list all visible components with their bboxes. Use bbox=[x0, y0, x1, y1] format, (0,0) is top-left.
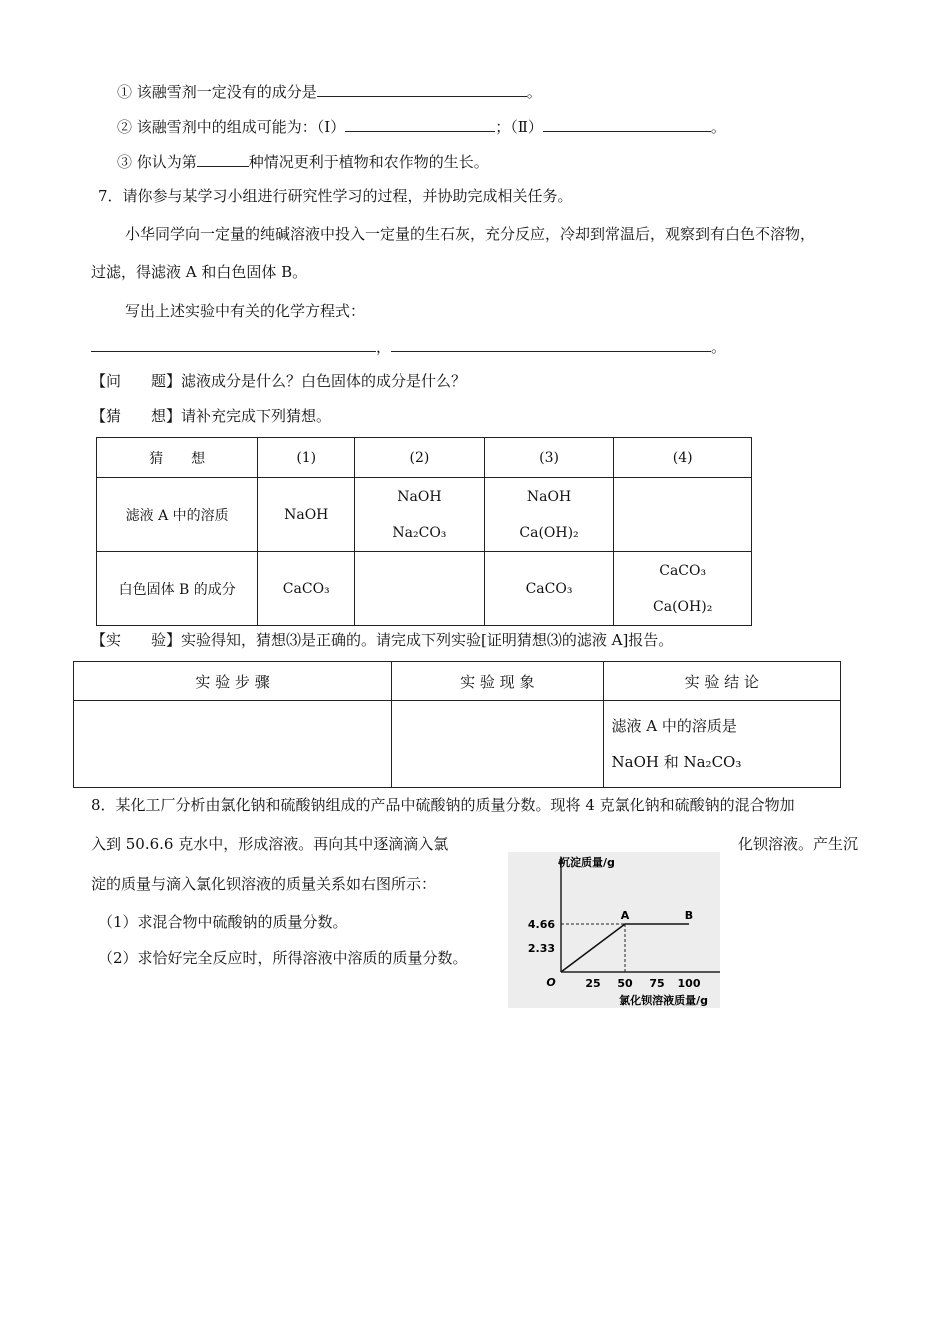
table-cell: NaOH Ca(OH)₂ bbox=[484, 478, 614, 552]
q7-equation-line: ， 。 bbox=[91, 335, 726, 357]
answer-blank[interactable] bbox=[197, 150, 249, 167]
y-axis-label: 沉淀质量/g bbox=[559, 856, 615, 869]
q7-guess: 【猜 想】请补充完成下列猜想。 bbox=[91, 407, 332, 425]
table-cell: CaCO₃ Ca(OH)₂ bbox=[614, 552, 752, 626]
q7-intro: 7．请你参与某学习小组进行研究性学习的过程，并协助完成相关任务。 bbox=[98, 187, 573, 205]
q6-line3: ③ 你认为第 种情况更利于植物和农作物的生长。 bbox=[117, 150, 489, 172]
x-tick-label: 50 bbox=[617, 977, 633, 990]
table-header: 实 验 步 骤 bbox=[74, 662, 392, 701]
q7-para2: 过滤，得滤液 A 和白色固体 B。 bbox=[91, 263, 308, 281]
precipitate-chart bbox=[508, 852, 720, 1008]
x-tick-label: 100 bbox=[677, 977, 701, 990]
q8-line1: 8．某化工厂分析由氯化钠和硫酸钠组成的产品中硫酸钠的质量分数。现将 4 克氯化钠和硫酸钠的混合物加 bbox=[91, 796, 795, 814]
chart-svg bbox=[508, 852, 720, 1008]
q7-experiment: 【实 验】实验得知，猜想⑶是正确的。请完成下列实验[证明猜想⑶的滤液 A]报告。 bbox=[91, 631, 674, 649]
table-cell-empty[interactable] bbox=[614, 478, 752, 552]
x-tick-label: 75 bbox=[649, 977, 665, 990]
equation-blank[interactable] bbox=[391, 335, 711, 352]
row-label: 滤液 A 中的溶质 bbox=[97, 478, 258, 552]
experiment-steps-cell[interactable] bbox=[74, 701, 392, 788]
table-header: (3) bbox=[484, 438, 614, 478]
q8-line2a: 入到 50.6.6 克水中，形成溶液。再向其中逐滴滴入氯 bbox=[91, 835, 449, 853]
row-label: 白色固体 B 的成分 bbox=[97, 552, 258, 626]
experiment-table bbox=[73, 661, 841, 788]
answer-blank[interactable] bbox=[317, 80, 527, 97]
q6-line2: ② 该融雪剂中的组成可能为：（Ⅰ） ；（Ⅱ） 。 bbox=[117, 115, 726, 137]
answer-blank[interactable] bbox=[345, 115, 495, 132]
table-cell: CaCO₃ bbox=[484, 552, 614, 626]
x-axis-label: 氯化钡溶液质量/g bbox=[619, 994, 708, 1007]
q8-line2b: 化钡溶液。产生沉 bbox=[738, 835, 859, 853]
experiment-phenomenon-cell[interactable] bbox=[392, 701, 603, 788]
point-label: A bbox=[620, 909, 630, 923]
table-header: 实 验 结 论 bbox=[603, 662, 841, 701]
point-label: O bbox=[546, 976, 556, 989]
y-tick-label: 2.33 bbox=[527, 942, 555, 956]
x-tick-label: 25 bbox=[585, 977, 601, 990]
table-cell: NaOH Na₂CO₃ bbox=[355, 478, 485, 552]
q7-para1: 小华同学向一定量的纯碱溶液中投入一定量的生石灰，充分反应，冷却到常温后，观察到有白色不溶物， bbox=[125, 225, 816, 243]
y-tick-label: 4.66 bbox=[527, 918, 555, 932]
table-cell: NaOH bbox=[258, 478, 355, 552]
table-header: 猜 想 bbox=[97, 438, 258, 478]
point-label: B bbox=[684, 909, 694, 923]
q7-para3: 写出上述实验中有关的化学方程式： bbox=[125, 302, 366, 320]
q8-line3: 淀的质量与滴入氯化钡溶液的质量关系如右图所示： bbox=[91, 875, 437, 893]
q7-question: 【问 题】滤液成分是什么？白色固体的成分是什么？ bbox=[91, 372, 467, 390]
table-header: (2) bbox=[355, 438, 485, 478]
table-cell: CaCO₃ bbox=[258, 552, 355, 626]
answer-blank[interactable] bbox=[543, 115, 711, 132]
experiment-conclusion-cell: 滤液 A 中的溶质是 NaOH 和 Na₂CO₃ bbox=[603, 701, 841, 788]
equation-blank[interactable] bbox=[91, 335, 376, 352]
table-header: (1) bbox=[258, 438, 355, 478]
table-cell-empty[interactable] bbox=[355, 552, 485, 626]
table-header: (4) bbox=[614, 438, 752, 478]
q8-sub1: （1）求混合物中硫酸钠的质量分数。 bbox=[98, 913, 348, 931]
q6-line1: ① 该融雪剂一定没有的成分是 。 bbox=[117, 80, 542, 102]
guess-table bbox=[96, 437, 752, 626]
q8-sub2: （2）求恰好完全反应时，所得溶液中溶质的质量分数。 bbox=[98, 949, 468, 967]
table-header: 实 验 现 象 bbox=[392, 662, 603, 701]
